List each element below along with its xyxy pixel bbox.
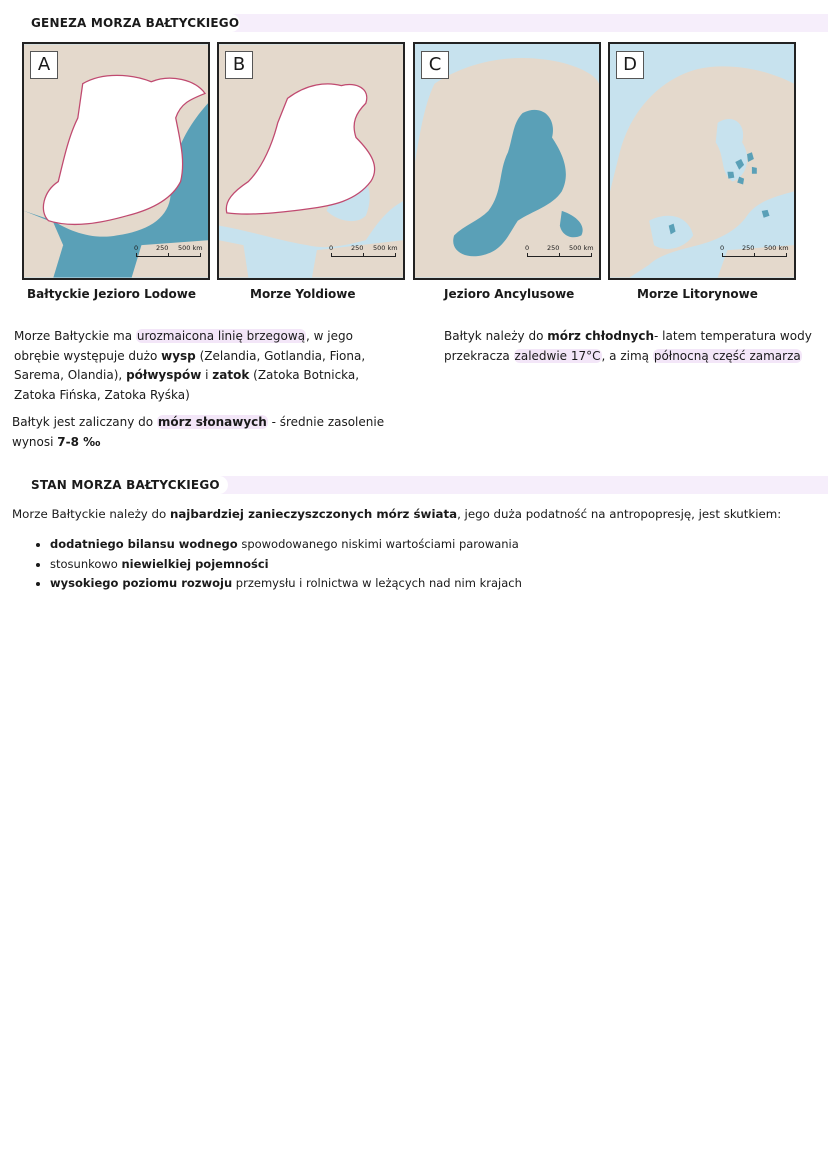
bold-brackish-seas: mórz słonawych — [157, 415, 267, 429]
highlight-freezing: północną część zamarza — [653, 348, 801, 363]
bold-peninsulas: półwyspów — [126, 368, 202, 383]
map-scale-d — [720, 244, 792, 266]
scale-tick — [168, 253, 169, 257]
scale-mid: 250 — [351, 244, 364, 252]
text-span: Morze Bałtyckie należy do — [12, 507, 170, 521]
scale-tick — [136, 253, 137, 257]
scale-end: 500 km — [373, 244, 398, 252]
salinity-paragraph — [12, 413, 402, 452]
scale-end: 500 km — [764, 244, 789, 252]
map-b-image — [219, 44, 403, 278]
map-panel-d — [608, 42, 796, 280]
map-caption-a: Bałtyckie Jezioro Lodowe — [27, 287, 197, 301]
map-letter-b: B — [225, 51, 253, 79]
map-letter-d: D — [616, 51, 644, 79]
list-item — [50, 574, 522, 594]
text-span: i — [201, 368, 213, 383]
bold-span: niewielkiej pojemności — [121, 556, 269, 571]
text-span: (Zatoka Botnicka, Zatoka Fińska, Zatoka Ryśka) — [14, 368, 360, 402]
scale-mid: 250 — [742, 244, 755, 252]
scale-tick — [200, 253, 201, 257]
section-title-genesis: GENEZA MORZA BAŁTYCKIEGO — [31, 16, 240, 30]
text-span: spowodowanego niskimi wartościami parowania — [237, 537, 519, 551]
text-span: Morze Bałtyckie ma — [14, 329, 136, 343]
pollution-intro — [12, 505, 824, 525]
text-span: - średnie zasolenie wynosi — [12, 415, 385, 449]
map-scale-b — [329, 244, 401, 266]
section-title-state: STAN MORZA BAŁTYCKIEGO — [31, 478, 220, 492]
scale-mid: 250 — [156, 244, 169, 252]
cold-seas-paragraph — [444, 327, 820, 366]
scale-tick — [754, 253, 755, 257]
bold-islands: wysp — [161, 348, 196, 363]
scale-end: 500 km — [569, 244, 594, 252]
map-caption-c: Jezioro Ancylusowe — [444, 287, 575, 301]
map-panel-a — [22, 42, 210, 280]
map-d-image — [610, 44, 794, 278]
map-letter-a: A — [30, 51, 58, 79]
map-letter-c: C — [421, 51, 449, 79]
map-caption-b: Morze Yoldiowe — [250, 287, 356, 301]
scale-tick — [395, 253, 396, 257]
bold-salinity-value: 7-8 ‰ — [57, 434, 101, 449]
map-a-image — [24, 44, 208, 278]
map-c-image — [415, 44, 599, 278]
scale-end: 500 km — [178, 244, 203, 252]
map-caption-d: Morze Litorynowe — [637, 287, 758, 301]
coastline-paragraph — [14, 327, 392, 405]
highlight-temperature: zaledwie 17°C — [514, 348, 601, 363]
bold-cold-seas: mórz chłodnych — [547, 329, 655, 343]
map-scale-a — [134, 244, 206, 266]
scale-zero: 0 — [134, 244, 139, 252]
bold-most-polluted: najbardziej zanieczyszczonych mórz świata — [169, 507, 458, 521]
text-span: stosunkowo — [50, 556, 122, 571]
map-scale-c — [525, 244, 597, 266]
scale-zero: 0 — [525, 244, 530, 252]
bold-span: dodatniego bilansu wodnego — [50, 537, 238, 551]
scale-tick — [786, 253, 787, 257]
text-span: - latem temperatura wody przekracza — [444, 329, 812, 363]
highlight-coastline: urozmaicona linię brzegową — [136, 329, 306, 343]
list-item — [50, 555, 522, 575]
map-panel-c — [413, 42, 601, 280]
scale-mid: 250 — [547, 244, 560, 252]
causes-list — [30, 535, 522, 594]
text-span: Bałtyk jest zaliczany do — [12, 415, 157, 429]
scale-zero: 0 — [720, 244, 725, 252]
bold-bays: zatok — [212, 368, 250, 383]
scale-tick — [331, 253, 332, 257]
scale-zero: 0 — [329, 244, 334, 252]
text-span: (Zelandia, Gotlandia, Fiona, Sarema, Olandia), — [14, 348, 366, 383]
text-span: Bałtyk należy do — [444, 329, 548, 343]
scale-tick — [591, 253, 592, 257]
scale-tick — [527, 253, 528, 257]
scale-tick — [722, 253, 723, 257]
text-span: , a zimą — [601, 348, 653, 363]
text-span: , jego duża podatność na antropopresję, jest skutkiem: — [457, 507, 782, 521]
map-panel-b — [217, 42, 405, 280]
bold-span: wysokiego poziomu rozwoju — [50, 576, 233, 590]
scale-tick — [363, 253, 364, 257]
text-span: przemysłu i rolnictwa w leżących nad nim krajach — [232, 576, 522, 590]
list-item — [50, 535, 522, 555]
scale-tick — [559, 253, 560, 257]
text-span: , w jego obrębie występuje dużo — [14, 329, 353, 363]
